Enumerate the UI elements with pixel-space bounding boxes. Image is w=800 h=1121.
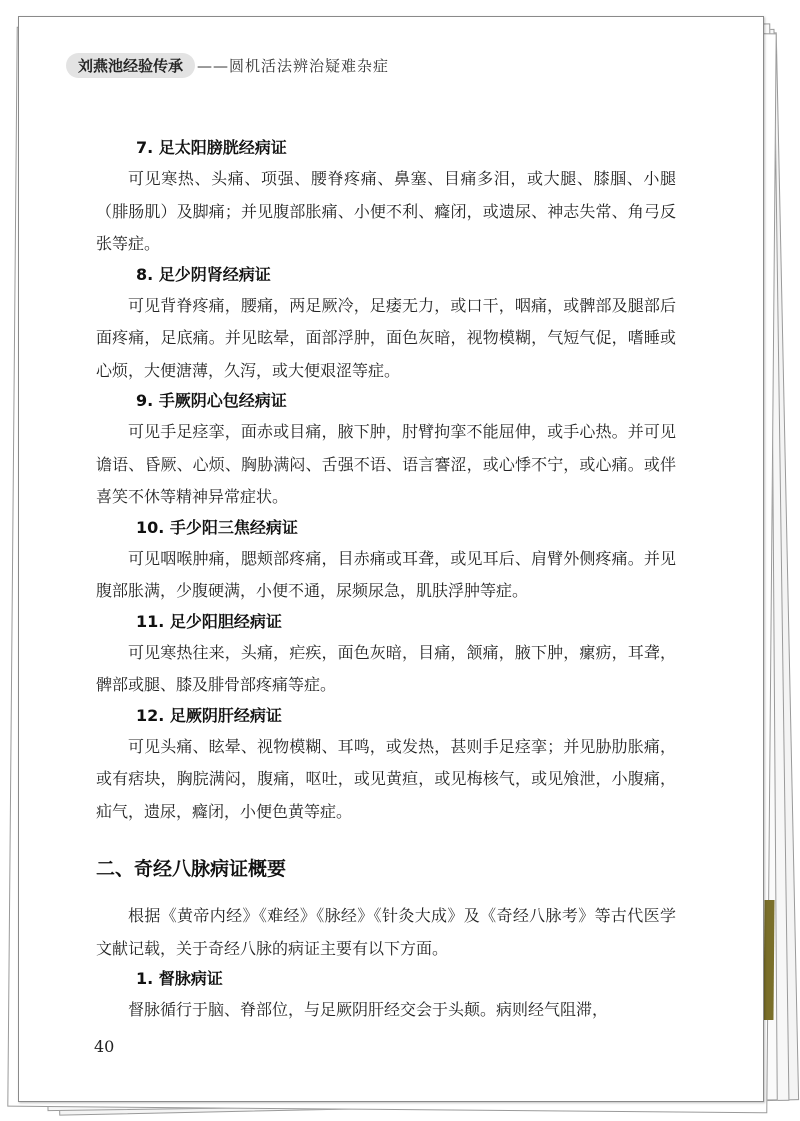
section-heading: 9. 手厥阴心包经病证 (136, 391, 287, 410)
section-8 (96, 261, 676, 388)
section-9 (96, 387, 676, 514)
section-paragraph: 可见手足痉挛，面赤或目痛，腋下肿，肘臂拘挛不能屈伸，或手心热。并可见谵语、昏厥、心烦、胸胁满闷、舌强不语、语言謇涩，或心悸不宁，或心痛。或伴喜笑不休等精神异常症状。 (96, 422, 676, 506)
section-12 (96, 702, 676, 829)
section-11 (96, 608, 676, 702)
section-7 (96, 134, 676, 261)
section-paragraph: 可见咽喉肿痛，腮颊部疼痛，目赤痛或耳聋，或见耳后、肩臂外侧疼痛。并见腹部胀满，少腹硬满，小便不通，尿频尿急，肌肤浮肿等症。 (96, 548, 676, 600)
series-title: 刘燕池经验传承 (66, 53, 195, 78)
book-edge-accent (763, 900, 774, 1020)
section-paragraph: 可见头痛、眩晕、视物模糊、耳鸣，或发热，甚则手足痉挛；并见胁肋胀痛，或有痞块，胸脘满闷，腹痛，呕吐，或见黄疸，或见梅核气，或见飧泄，小腹痛，疝气，遗尿，癃闭，小便色黄等症。 (96, 736, 676, 821)
book-subtitle: ——圆机活法辨治疑难杂症 (197, 56, 390, 75)
chapter-intro: 根据《黄帝内经》《难经》《脉经》《针灸大成》及《奇经八脉考》等古代医学文献记载，关于奇经八脉的病证主要有以下方面。 (96, 906, 676, 958)
section-paragraph: 可见寒热、头痛、项强、腰脊疼痛、鼻塞、目痛多泪，或大腿、膝腘、小腿（腓肠肌）及脚痛；并见腹部胀痛、小便不利、癃闭，或遗尿、神志失常、角弓反张等症。 (96, 169, 676, 253)
section-heading: 10. 手少阳三焦经病证 (136, 517, 298, 537)
subsection-heading: 1. 督脉病证 (136, 969, 223, 988)
section-heading: 8. 足少阴肾经病证 (136, 264, 271, 284)
section-heading: 7. 足太阳膀胱经病证 (136, 138, 287, 157)
section-paragraph: 可见寒热往来，头痛，疟疾，面色灰暗，目痛，颔痛，腋下肿，瘰疬，耳聋，髀部或腿、膝及腓骨部疼痛等症。 (96, 642, 676, 694)
chapter-heading: 二、奇经八脉病证概要 (96, 858, 287, 880)
section-paragraph: 可见背脊疼痛，腰痛，两足厥冷，足痿无力，或口干，咽痛，或髀部及腿部后面疼痛，足底痛。并见眩晕，面部浮肿，面色灰暗，视物模糊，气短气促，嗜睡或心烦，大便溏薄，久泻，或大便艰涩等症。 (96, 295, 676, 380)
subsection-paragraph: 督脉循行于脑、脊部位，与足厥阴肝经交会于头颠。病则经气阻滞， (128, 1000, 609, 1019)
page-number: 40 (94, 1037, 115, 1056)
section-10 (96, 514, 676, 608)
running-header (66, 52, 389, 78)
section-heading: 12. 足厥阴肝经病证 (136, 705, 282, 725)
section-heading: 11. 足少阳胆经病证 (136, 611, 282, 631)
page-content (96, 134, 676, 1027)
